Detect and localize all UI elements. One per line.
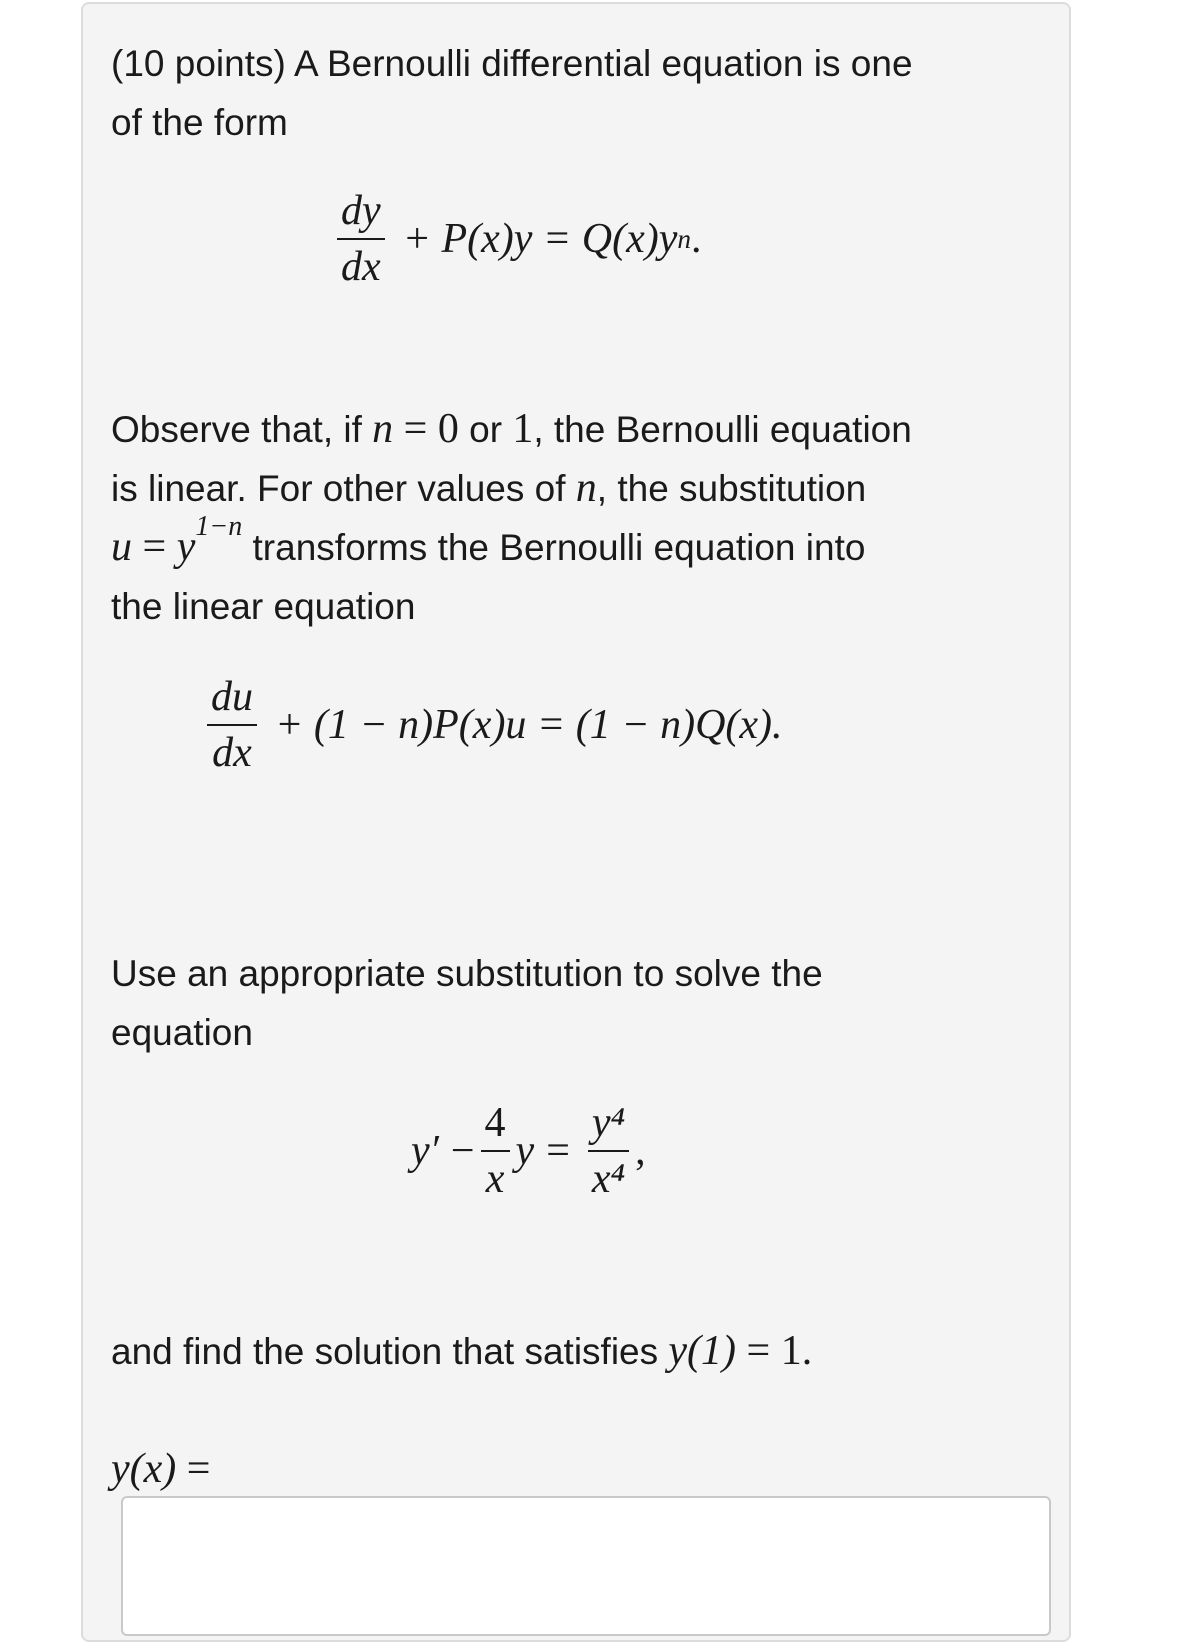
math-equals: =	[393, 406, 438, 452]
intro-text-line1: (10 points) A Bernoulli differential equation is one	[111, 43, 913, 84]
observe-text-b: , the Bernoulli equation	[533, 409, 912, 450]
observe-line1	[111, 400, 912, 459]
y-prime: y′	[411, 1128, 439, 1174]
math-value-1: 1.	[780, 1328, 813, 1374]
math-equals-3: =	[736, 1328, 781, 1374]
four-over-x-fraction	[481, 1102, 510, 1200]
equation-comma: ,	[635, 1128, 646, 1174]
minus-sign: −	[450, 1128, 475, 1174]
math-n: n	[372, 406, 394, 452]
linear-equation	[201, 676, 783, 774]
question-card	[81, 2, 1071, 1642]
math-equals-2: =	[132, 524, 177, 570]
find-text: and find the solution that satisfies	[111, 1331, 669, 1372]
observe-line3-b: transforms the Bernoulli equation into	[242, 527, 866, 568]
fraction-numerator: dy	[341, 188, 381, 234]
math-y: y	[176, 524, 196, 570]
math-u: u	[111, 524, 132, 570]
math-y-of-x: y(x)	[111, 1446, 177, 1492]
observe-line2-a: is linear. For other values of	[111, 468, 576, 509]
math-y-of-1: y(1)	[668, 1328, 737, 1374]
math-zero: 0	[437, 406, 459, 452]
equals-sign: =	[546, 1128, 570, 1174]
fraction-denominator: x⁴	[591, 1156, 626, 1202]
linear-equation-body: + (1 − n)P(x)u = (1 − n)Q(x).	[275, 702, 783, 748]
intro-text-line2: of the form	[111, 102, 288, 143]
fraction-numerator: du	[211, 674, 253, 720]
fraction-denominator: dx	[341, 244, 381, 290]
fraction-numerator: y⁴	[591, 1100, 626, 1146]
dy-dx-fraction	[337, 190, 385, 288]
answer-label	[111, 1440, 210, 1499]
use-line2: equation	[111, 1012, 253, 1053]
observe-line3	[111, 510, 866, 577]
observe-or: or	[458, 409, 513, 450]
exponent-1-minus-n: 1−n	[195, 510, 243, 542]
y4-over-x4-fraction	[588, 1102, 629, 1200]
use-line1: Use an appropriate substitution to solve the	[111, 953, 823, 994]
y-term: y	[515, 1128, 535, 1174]
find-line	[111, 1322, 812, 1381]
fraction-denominator: dx	[212, 730, 252, 776]
observe-line2	[111, 459, 866, 518]
math-n-2: n	[575, 465, 597, 511]
bernoulli-equation: $\frac{dy}{dx}$ + P(x)y = Q(x)y n .	[331, 190, 702, 288]
du-dx-fraction	[207, 676, 257, 774]
equation-body: + P(x)y = Q(x)y	[402, 216, 678, 262]
answer-equals: =	[176, 1446, 211, 1492]
answer-input[interactable]	[121, 1496, 1051, 1636]
observe-line4: the linear equation	[111, 586, 416, 627]
fraction-denominator: x	[485, 1156, 505, 1202]
equation-period: .	[691, 216, 702, 262]
observe-text-a: Observe that, if	[111, 409, 373, 450]
math-one: 1	[512, 406, 534, 452]
target-equation	[411, 1102, 646, 1200]
observe-line2-b: , the substitution	[596, 468, 867, 509]
fraction-numerator: 4	[484, 1100, 506, 1146]
